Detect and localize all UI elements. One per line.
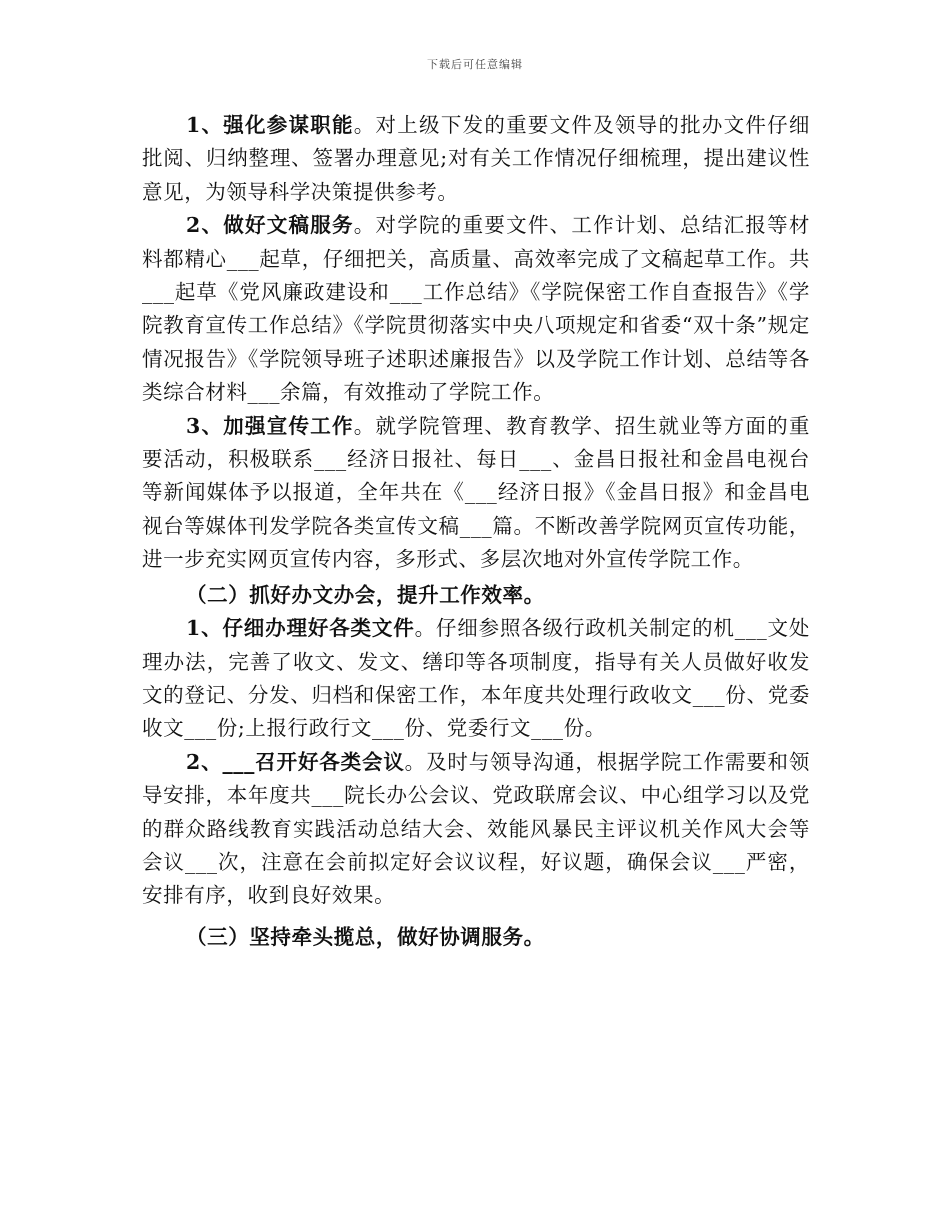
paragraph-2-body: 。对学院的重要文件、工作计划、总结汇报等材料都精心___起草，仔细把关，高质量、高效率完成了文稿起草工作。共___起草《党风廉政建设和___工作总结》《学院保密工作自查报告》《学院教育宣传工作总结》《学院贯彻落实中央八项规定和省委“双十条”规定情况报告》《学院领导班子述职述廉报告》以及学院工作计划、总结等各类综合材料___余篇，有效推动了学院工作。	[142, 213, 810, 405]
paragraph-3-lead: 3、加强宣传工作	[186, 413, 354, 438]
page-header-note: 下载后可任意编辑	[427, 58, 523, 71]
section-2-paragraph-2-lead: 2、___召开好各类会议	[186, 749, 405, 774]
paragraph-1	[142, 109, 810, 209]
section-2-paragraph-1	[142, 612, 810, 746]
paragraph-1-lead: 1、强化参谋职能	[186, 113, 354, 137]
paragraph-2	[142, 209, 810, 409]
paragraph-1-body: 。对上级下发的重要文件及领导的批办文件仔细批阅、归纳整理、签署办理意见;对有关工作情况仔细梳理，提出建议性意见，为领导科学决策提供参考。	[142, 113, 810, 204]
section-2-paragraph-2-body: 。及时与领导沟通，根据学院工作需要和领导安排，本年度共___院长办公会议、党政联席会议、中心组学习以及党的群众路线教育实践活动总结大会、效能风暴民主评议机关作风大会等会议___次，注意在会前拟定好会议议程，好议题，确保会议___严密，安排有序，收到良好效果。	[142, 749, 810, 908]
paragraph-3-body: 。就学院管理、教育教学、招生就业等方面的重要活动，积极联系___经济日报社、每日___、金昌日报社和金昌电视台等新闻媒体予以报道，全年共在《___经济日报》《金昌日报》和金昌电视台等媒体刊发学院各类宣传文稿___篇。不断改善学院网页宣传功能，进一步充实网页宣传内容，多形式、多层次地对外宣传学院工作。	[142, 413, 810, 572]
document-body	[142, 109, 810, 954]
paragraph-3	[142, 410, 810, 577]
paragraph-2-lead: 2、做好文稿服务	[186, 213, 354, 238]
section-2-paragraph-1-body: 。仔细参照各级行政机关制定的机___文处理办法，完善了收文、发文、缮印等各项制度，指导有关人员做好收发文的登记、分发、归档和保密工作，本年度共处理行政收文___份、党委收文___份;上报行政行文___份、党委行文___份。	[142, 616, 811, 741]
section-3-heading: （三）坚持牵头揽总，做好协调服务。	[186, 924, 545, 949]
section-2-paragraph-1-lead: 1、仔细办理好各类文件	[186, 616, 415, 641]
section-2-heading: （二）抓好办文办会，提升工作效率。	[186, 582, 545, 607]
section-2-paragraph-2	[142, 746, 810, 913]
